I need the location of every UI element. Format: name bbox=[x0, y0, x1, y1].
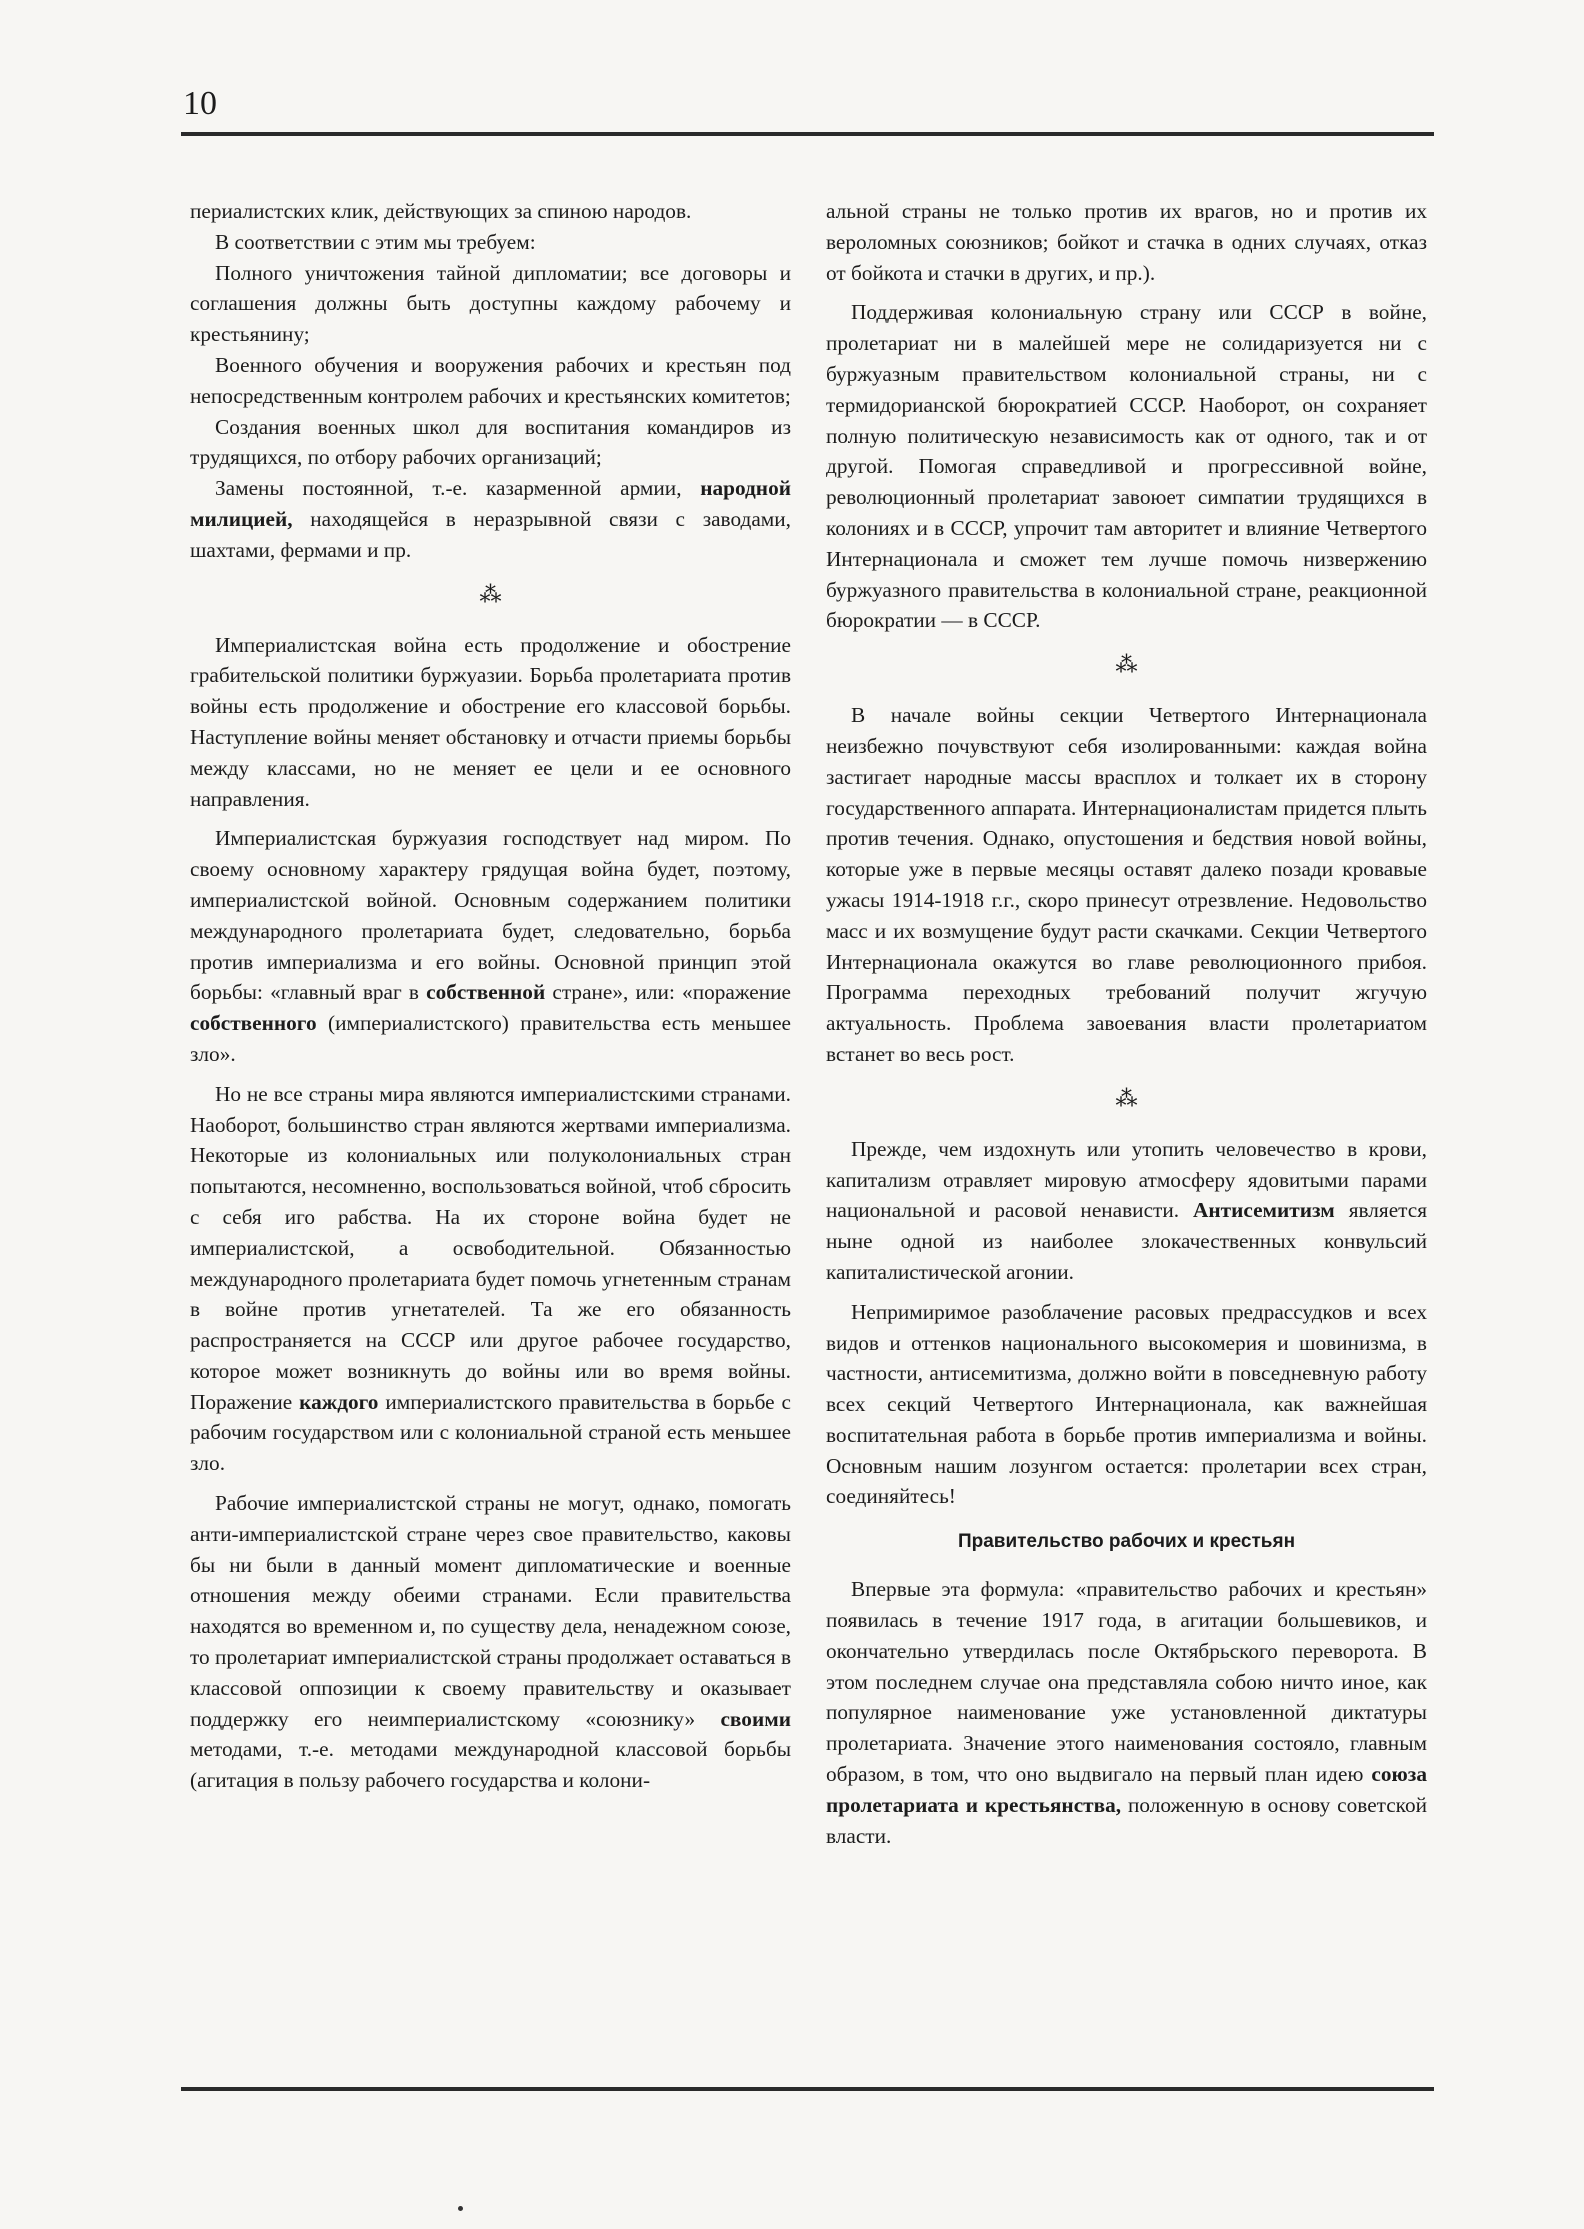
paragraph: Непримиримое разоблачение расовых предрассудков и всех видов и оттенков национального высокомерия и шовинизма, в частности, антисемитизма, должно войти в повседневную работу всех секций Четвертого Интернационала, как важнейшая воспитательная работа в борьбе против империализма и войны. Основным нашим лозунгом остается: пролетарии всех стран, соединяйтесь! bbox=[826, 1299, 1427, 1509]
demand-item: Замены постоянной, т.-е. казарменной армии, народной милицией, находящейся в неразрывной связи с заводами, шахтами, фермами и пр. bbox=[190, 476, 791, 562]
section-separator: ⁂ bbox=[1115, 1085, 1138, 1111]
paragraph: В начале войны секции Четвертого Интернационала неизбежно почувствуют себя изолированными: каждая война застигает народные массы врасплох и толкает их в сторону государственного аппарата. Интернационалистам придется плыть против течения. Однако, опустошения и бедствия новой войны, которые уже в первые месяцы оставят далеко позади кровавые ужасы 1914-1918 г.г., скоро принесут отрезвление. Недовольство масс и их возмущение будут расти скачками. Секции Четвертого Интернационала окажутся во главе революционного прибоя. Программа переходных требований получит жгучую актуальность. Проблема завоевания власти пролетариатом встанет во весь рост. bbox=[826, 703, 1427, 1066]
bold-phrase: народной милицией, bbox=[190, 476, 791, 531]
footer-rule bbox=[181, 2087, 1434, 2091]
page-number: 10 bbox=[183, 85, 217, 122]
bold-phrase: каждого bbox=[299, 1389, 379, 1414]
bold-phrase: Антисемитизм bbox=[1192, 1198, 1335, 1223]
scan-speck bbox=[458, 2206, 463, 2211]
paragraph: Рабочие империалистской страны не могут, однако, помогать анти-империалистской стране через свое правительство, каковы бы ни были в данный момент дипломатические и военные отношения между обеими странами. Если правительства находятся во временном и, по существу дела, ненадежном союзе, то пролетариат империалистской страны продолжает оставаться в классовой оппозиции к своему правительству и оказывает поддержку его неимпериалистскому «союзнику» своими методами, т.-е. методами международной классовой борьбы (агитация в пользу рабочего государства и колони- bbox=[190, 1491, 791, 1793]
section-separator: ⁂ bbox=[479, 581, 502, 607]
paragraph: Империалистская буржуазия господствует над миром. По своему основному характеру грядущая война будет, поэтому, империалистской войной. Основным содержанием политики международного пролетариата будет, следовательно, борьба против империализма и его войны. Основной принцип этой борьбы: «главный враг в собственной стране», или: «поражение собственного (империалистского) правительства есть меньшее зло». bbox=[190, 826, 791, 1066]
demand-item: Полного уничтожения тайной дипломатии; все договоры и соглашения должны быть доступны каждому рабочему и крестьянину; bbox=[190, 260, 791, 347]
demand-item: Военного обучения и вооружения рабочих и крестьян под непосредственным контролем рабочих и крестьянских комитетов; bbox=[190, 352, 791, 408]
paragraph: Прежде, чем издохнуть или утопить человечество в крови, капитализм отравляет мировую атмосферу ядовитыми парами национальной и расовой ненависти. Антисемитизм является ныне одной из наиболее злокачественных конвульсий капиталистической агонии. bbox=[826, 1136, 1427, 1284]
section-separator: ⁂ bbox=[1115, 652, 1138, 678]
header-rule bbox=[181, 132, 1434, 136]
bold-phrase: собственного bbox=[190, 1011, 317, 1036]
demand-item: Создания военных школ для воспитания командиров из трудящихся, по отбору рабочих организаций; bbox=[190, 414, 791, 470]
paragraph: альной страны не только против их врагов, но и против их вероломных союзников; бойкот и стачка в одних случаях, отказ от бойкота и стачки в других, и пр.). bbox=[826, 199, 1427, 285]
bold-phrase: своими bbox=[720, 1706, 791, 1731]
paragraph: Но не все страны мира являются империалистскими странами. Наоборот, большинство стран являются жертвами империализма. Некоторые из колониальных или полуколониальных стран попытаются, несомненно, воспользоваться войной, чтоб сбросить с себя иго рабства. На их стороне война будет не империалистской, а освободительной. Обязанностью международного пролетариата будет помочь угнетенным странам в войне против угнетателей. Та же его обязанность распространяется на СССР или другое рабочее государство, которое может возникнуть до войны или во время войны. Поражение каждого империалистского правительства в борьбе с рабочим государством или с колониальной страной есть меньшее зло. bbox=[190, 1081, 791, 1476]
left-column bbox=[190, 196, 791, 1805]
bold-phrase: собственной bbox=[426, 980, 546, 1005]
paragraph: Империалистская война есть продолжение и обострение грабительской политики буржуазии. Борьба пролетариата против войны есть продолжение и обострение его классовой борьбы. Наступление войны меняет обстановку и отчасти приемы борьбы между классами, но не меняет ее цели и ее основного направления. bbox=[190, 632, 791, 811]
paragraph: Поддерживая колониальную страну или СССР в войне, пролетариат ни в малейшей мере не солидаризуется ни с буржуазным правительством колониальной страны, ни с термидорианской бюрократией СССР. Наоборот, он сохраняет полную политическую независимость как от одного, так и от другой. Помогая справедливой и прогрессивной войне, революционный пролетариат завоюет симпатии трудящихся в колониях и в СССР, упрочит там авторитет и влияние Четвертого Интернационала и сможет тем лучше помочь низвержению буржуазного правительства в колониальной стране, реакционной бюрократии — в СССР. bbox=[826, 300, 1427, 633]
paragraph: Впервые эта формула: «правительство рабочих и крестьян» появилась в течение 1917 года, в агитации большевиков, и окончательно утвердилась после Октябрьского переворота. В этом последнем случае она представляла собою ничто иное, как популярное наименование уже установленной диктатуры пролетариата. Значение этого наименования состояло, главным образом, в том, что оно выдвигало на первый план идею союза пролетариата и крестьянства, положенную в основу советской власти. bbox=[826, 1577, 1427, 1848]
right-column bbox=[826, 196, 1427, 1860]
bold-phrase: союза пролетариата и крестьянства, bbox=[826, 1762, 1427, 1817]
section-heading: Правительство рабочих и крестьян bbox=[957, 1531, 1296, 1553]
paragraph: периалистских клик, действующих за спиною народов. bbox=[190, 199, 692, 223]
paragraph: В соответствии с этим мы требуем: bbox=[215, 229, 536, 254]
